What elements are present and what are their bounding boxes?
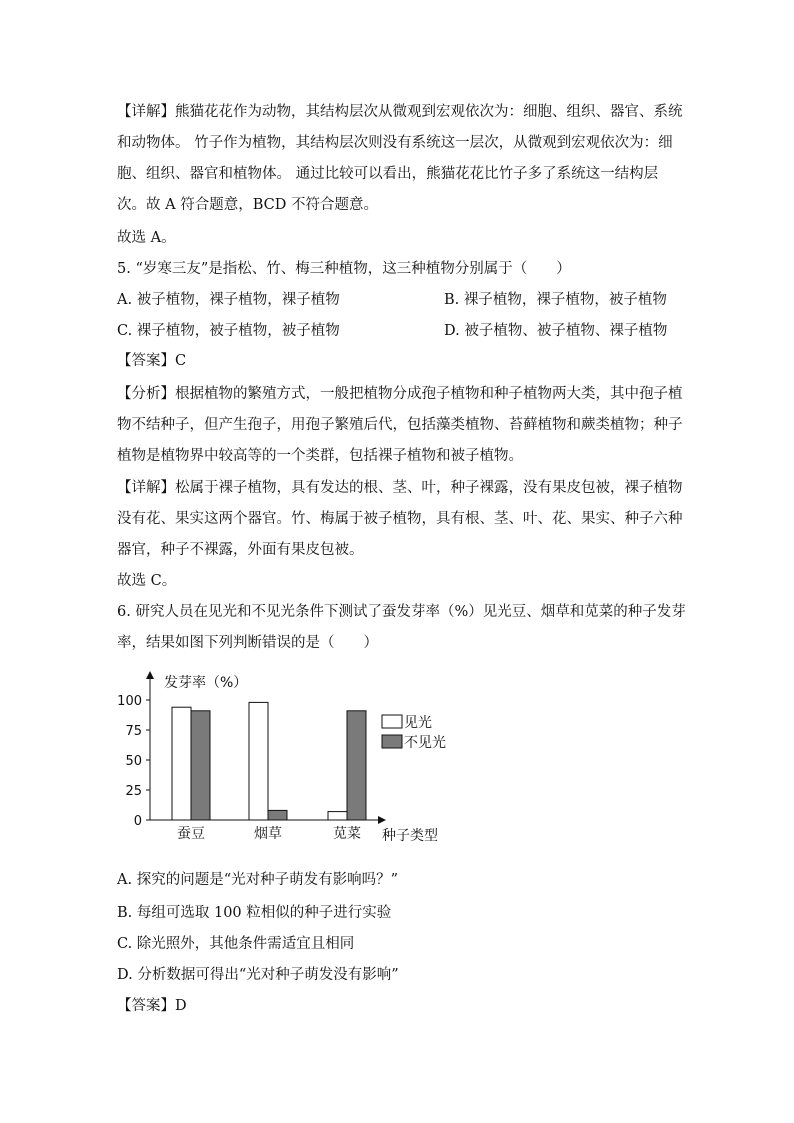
x-axis-title: 种子类型 bbox=[382, 828, 438, 844]
category-label: 烟草 bbox=[254, 826, 282, 842]
q6-answer: 【答案】D bbox=[117, 998, 187, 1014]
q5-option-c: C. 裸子植物，被子植物，被子植物 bbox=[117, 323, 340, 339]
legend-label-lit: 见光 bbox=[404, 715, 432, 731]
q5-analysis-3: 植物是植物界中较高等的一个类群，包括裸子植物和被子植物。 bbox=[117, 448, 523, 464]
conclusion-a: 故选 A。 bbox=[117, 230, 176, 246]
q6-option-a: A. 探究的问题是“光对种子萌发有影响吗？” bbox=[117, 872, 399, 888]
y-tick-label: 25 bbox=[125, 784, 142, 799]
q6-option-d: D. 分析数据可得出“光对种子萌发没有影响” bbox=[117, 967, 399, 983]
q5-option-d: D. 被子植物、被子植物、裸子植物 bbox=[444, 323, 668, 339]
q5-option-a: A. 被子植物，裸子植物，裸子植物 bbox=[117, 292, 340, 308]
q5-analysis-1: 【分析】根据植物的繁殖方式，一般把植物分成孢子植物和种子植物两大类，其中孢子植 bbox=[117, 386, 683, 402]
y-tick-label: 50 bbox=[125, 754, 142, 769]
bar-dark-3 bbox=[347, 711, 366, 820]
q5-detail-3: 器官，种子不裸露，外面有果皮包被。 bbox=[117, 542, 364, 558]
q6-option-b: B. 每组可选取 100 粒相似的种子进行实验 bbox=[117, 905, 392, 921]
question-6-stem-1: 6. 研究人员在见光和不见光条件下测试了蚕发芽率（%）见光豆、烟草和苋菜的种子发芽 bbox=[117, 604, 686, 620]
conclusion-c: 故选 C。 bbox=[117, 573, 177, 589]
bar-dark-2 bbox=[268, 810, 287, 820]
q5-detail-1: 【详解】松属于裸子植物，具有发达的根、茎、叶，种子裸露，没有果皮包被，裸子植物 bbox=[117, 480, 683, 496]
q5-detail-2: 没有花、果实这两个器官。竹、梅属于被子植物，具有根、茎、叶、花、果实、种子六种 bbox=[117, 511, 683, 527]
detail-line-4: 次。故 A 符合题意，BCD 不符合题意。 bbox=[117, 197, 378, 213]
legend-swatch-lit bbox=[382, 715, 402, 728]
detail-line-3: 胞、组织、器官和植物体。 通过比较可以看出，熊猫花花比竹子多了系统这一结构层 bbox=[117, 166, 659, 182]
y-axis-arrow bbox=[146, 671, 154, 679]
question-6-stem-2: 率，结果如图下列判断错误的是（ ） bbox=[117, 635, 378, 651]
y-axis-title: 发芽率（%） bbox=[164, 675, 248, 691]
q6-option-c: C. 除光照外，其他条件需适宜且相同 bbox=[117, 936, 355, 952]
q5-answer: 【答案】C bbox=[117, 353, 187, 369]
detail-line-1: 【详解】熊猫花花作为动物，其结构层次从微观到宏观依次为：细胞、组织、器官、系统 bbox=[117, 104, 683, 120]
legend-label-dark: 不见光 bbox=[404, 735, 446, 751]
y-tick-label: 75 bbox=[125, 724, 142, 739]
bar-dark-1 bbox=[191, 711, 210, 820]
x-axis-arrow bbox=[378, 816, 386, 824]
legend-swatch-dark bbox=[382, 735, 402, 748]
y-tick-label: 100 bbox=[117, 694, 142, 709]
bar-lit-1 bbox=[172, 707, 191, 820]
bar-lit-2 bbox=[249, 702, 268, 820]
y-tick-label: 0 bbox=[133, 814, 142, 829]
category-label: 蚕豆 bbox=[177, 826, 205, 842]
q5-option-b: B. 裸子植物，裸子植物，被子植物 bbox=[444, 292, 667, 308]
detail-line-2: 和动物体。 竹子作为植物，其结构层次则没有系统这一层次，从微观到宏观依次为：细 bbox=[117, 135, 673, 151]
q5-analysis-2: 物不结种子，但产生孢子，用孢子繁殖后代，包括藻类植物、苔藓植物和蕨类植物；种子 bbox=[117, 417, 683, 433]
category-label: 苋菜 bbox=[333, 826, 361, 842]
question-5-stem: 5. “岁寒三友”是指松、竹、梅三种植物，这三种植物分别属于（ ） bbox=[117, 261, 571, 277]
bar-lit-3 bbox=[328, 812, 347, 820]
germination-bar-chart bbox=[100, 668, 460, 848]
